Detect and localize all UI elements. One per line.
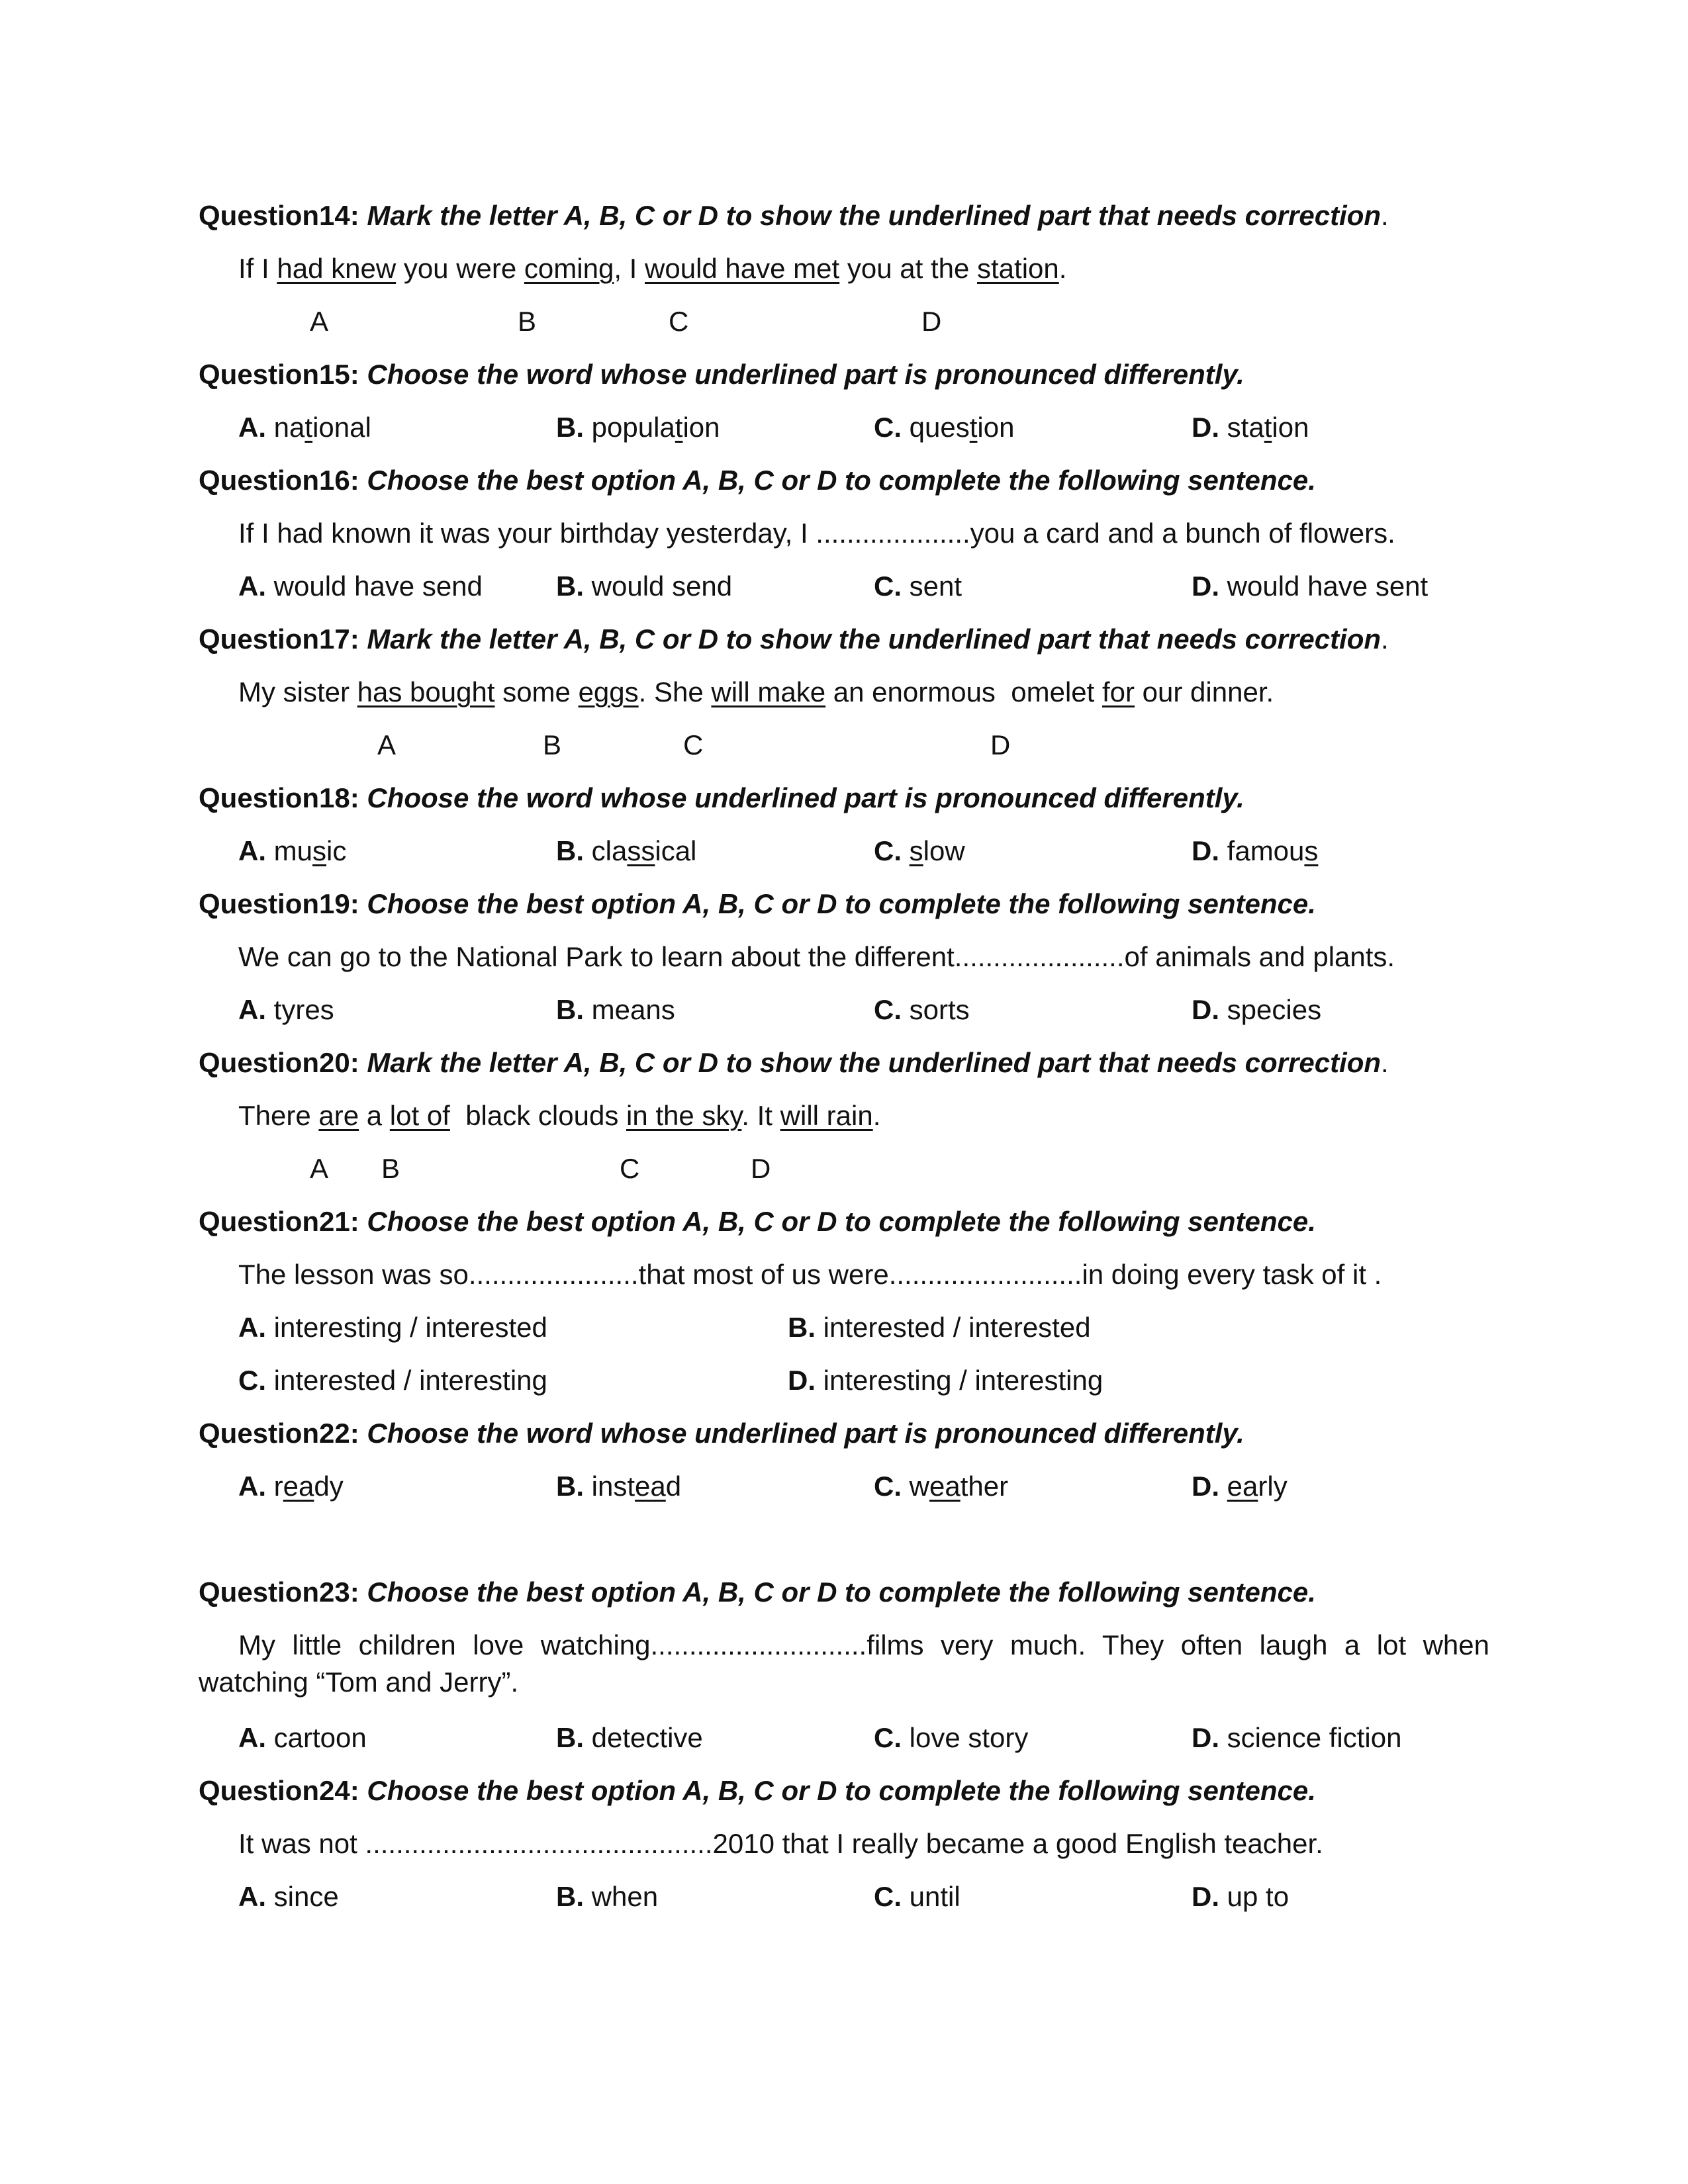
marker-letter-d: D — [990, 729, 1011, 760]
question-label: Question17: — [199, 623, 359, 655]
question-14-sentence: If I had knew you were coming, I would have met you at the station. — [238, 253, 1067, 284]
question-16-sentence: If I had known it was your birthday yesterday, I ....................you a card and a bunch of flowers. — [238, 518, 1395, 549]
option-b[interactable]: B. interested / interested — [788, 1312, 1091, 1343]
option-a[interactable]: A. cartoon — [238, 1722, 367, 1753]
question-18-heading — [199, 780, 1244, 817]
question-instruction: Choose the word whose underlined part is pronounced differently. — [359, 1418, 1244, 1449]
question-label: Question22: — [199, 1418, 359, 1449]
option-c[interactable]: C. weather — [874, 1471, 1009, 1502]
option-d[interactable]: D. station — [1192, 412, 1309, 443]
option-c[interactable]: C. slow — [874, 835, 965, 866]
question-label: Question19: — [199, 888, 359, 919]
option-b[interactable]: B. means — [556, 994, 675, 1025]
marker-letter-c: C — [669, 306, 689, 337]
question-label: Question20: — [199, 1047, 359, 1078]
underlined-part-d: will rain — [780, 1100, 873, 1131]
option-a[interactable]: A. since — [238, 1881, 339, 1912]
question-19-sentence: We can go to the National Park to learn about the different......................of animals and plants. — [238, 941, 1395, 972]
option-b[interactable]: B. detective — [556, 1722, 703, 1753]
question-17-heading: Question17: Mark the letter A, B, C or D to show the underlined part that needs correction. — [199, 623, 1389, 655]
option-c[interactable]: C. question — [874, 412, 1015, 443]
option-b[interactable]: B. when — [556, 1881, 659, 1912]
underlined-part-c: in the sky — [626, 1100, 742, 1131]
question-instruction: Mark the letter A, B, C or D to show the underlined part that needs correction — [359, 1047, 1382, 1078]
underlined-part-a: are — [318, 1100, 359, 1131]
question-24-heading — [199, 1772, 1316, 1809]
question-label: Question18: — [199, 782, 359, 813]
underlined-part-b: lot of — [389, 1100, 450, 1131]
marker-letter-a: A — [310, 1153, 329, 1184]
question-instruction: Choose the best option A, B, C or D to complete the following sentence. — [359, 888, 1316, 919]
option-d[interactable]: D. up to — [1192, 1881, 1289, 1912]
marker-letter-d: D — [751, 1153, 771, 1184]
question-20-sentence: There are a lot of black clouds in the sky. It will rain. — [238, 1100, 881, 1131]
underlined-part-b: coming — [524, 253, 614, 284]
option-a[interactable]: A. national — [238, 412, 371, 443]
option-d[interactable]: D. science fiction — [1192, 1722, 1402, 1753]
question-23-heading — [199, 1574, 1316, 1611]
question-instruction: Choose the word whose underlined part is pronounced differently. — [359, 359, 1244, 390]
option-c[interactable]: C. sent — [874, 570, 962, 602]
question-14-heading: Question14: Mark the letter A, B, C or D to show the underlined part that needs correction. — [199, 200, 1389, 231]
question-instruction: Choose the best option A, B, C or D to complete the following sentence. — [359, 1576, 1316, 1608]
underlined-part-c: will make — [711, 676, 826, 707]
marker-letter-b: B — [381, 1153, 400, 1184]
option-d[interactable]: D. famous — [1192, 835, 1319, 866]
question-label: Question24: — [199, 1775, 359, 1806]
marker-letter-c: C — [683, 729, 704, 760]
option-b[interactable]: B. classical — [556, 835, 697, 866]
option-b[interactable]: B. instead — [556, 1471, 682, 1502]
underlined-part-d: station — [977, 253, 1059, 284]
question-21-sentence: The lesson was so......................that most of us were.........................in doing every task of it . — [238, 1259, 1382, 1290]
underlined-part-d: for — [1102, 676, 1135, 707]
question-instruction: Mark the letter A, B, C or D to show the underlined part that needs correction — [359, 200, 1382, 231]
question-22-heading — [199, 1415, 1244, 1452]
question-label: Question15: — [199, 359, 359, 390]
question-instruction: Mark the letter A, B, C or D to show the underlined part that needs correction — [359, 623, 1382, 655]
question-20-heading: Question20: Mark the letter A, B, C or D to show the underlined part that needs correction. — [199, 1047, 1389, 1078]
question-instruction: Choose the best option A, B, C or D to complete the following sentence. — [359, 1206, 1316, 1237]
question-label: Question16: — [199, 465, 359, 496]
option-d[interactable]: D. would have sent — [1192, 570, 1429, 602]
option-a[interactable]: A. tyres — [238, 994, 334, 1025]
underlined-part-b: eggs — [578, 676, 639, 707]
question-15-heading — [199, 356, 1244, 393]
marker-letter-a: A — [377, 729, 397, 760]
option-b[interactable]: B. would send — [556, 570, 733, 602]
question-instruction: Choose the word whose underlined part is pronounced differently. — [359, 782, 1244, 813]
underlined-part-a: had knew — [277, 253, 397, 284]
option-d[interactable]: D. species — [1192, 994, 1322, 1025]
option-d[interactable]: D. early — [1192, 1471, 1288, 1502]
question-17-sentence: My sister has bought some eggs. She will make an enormous omelet for our dinner. — [238, 676, 1274, 707]
underlined-part-a: has bought — [357, 676, 495, 707]
option-c[interactable]: C. sorts — [874, 994, 970, 1025]
question-16-heading — [199, 462, 1316, 499]
option-d[interactable]: D. interesting / interesting — [788, 1365, 1103, 1396]
question-label: Question14: — [199, 200, 359, 231]
option-a[interactable]: A. would have send — [238, 570, 483, 602]
underlined-part-c: would have met — [645, 253, 840, 284]
marker-letter-b: B — [543, 729, 562, 760]
marker-letter-c: C — [620, 1153, 640, 1184]
option-c[interactable]: C. interested / interesting — [238, 1365, 547, 1396]
question-21-heading — [199, 1203, 1316, 1240]
question-instruction: Choose the best option A, B, C or D to complete the following sentence. — [359, 1775, 1316, 1806]
option-c[interactable]: C. until — [874, 1881, 961, 1912]
marker-letter-b: B — [518, 306, 537, 337]
option-b[interactable]: B. population — [556, 412, 720, 443]
question-24-sentence: It was not .............................................2010 that I really became a good English teacher. — [238, 1828, 1323, 1859]
question-label: Question23: — [199, 1576, 359, 1608]
option-a[interactable]: A. music — [238, 835, 347, 866]
option-a[interactable]: A. interesting / interested — [238, 1312, 547, 1343]
marker-letter-d: D — [921, 306, 942, 337]
question-23-sentence: My little children love watching............................films very much. They often laugh a lot when watching “Tom and Jerry”. — [199, 1629, 1489, 1698]
question-19-heading — [199, 886, 1316, 923]
option-a[interactable]: A. ready — [238, 1471, 344, 1502]
option-c[interactable]: C. love story — [874, 1722, 1029, 1753]
marker-letter-a: A — [310, 306, 329, 337]
question-instruction: Choose the best option A, B, C or D to complete the following sentence. — [359, 465, 1316, 496]
question-label: Question21: — [199, 1206, 359, 1237]
